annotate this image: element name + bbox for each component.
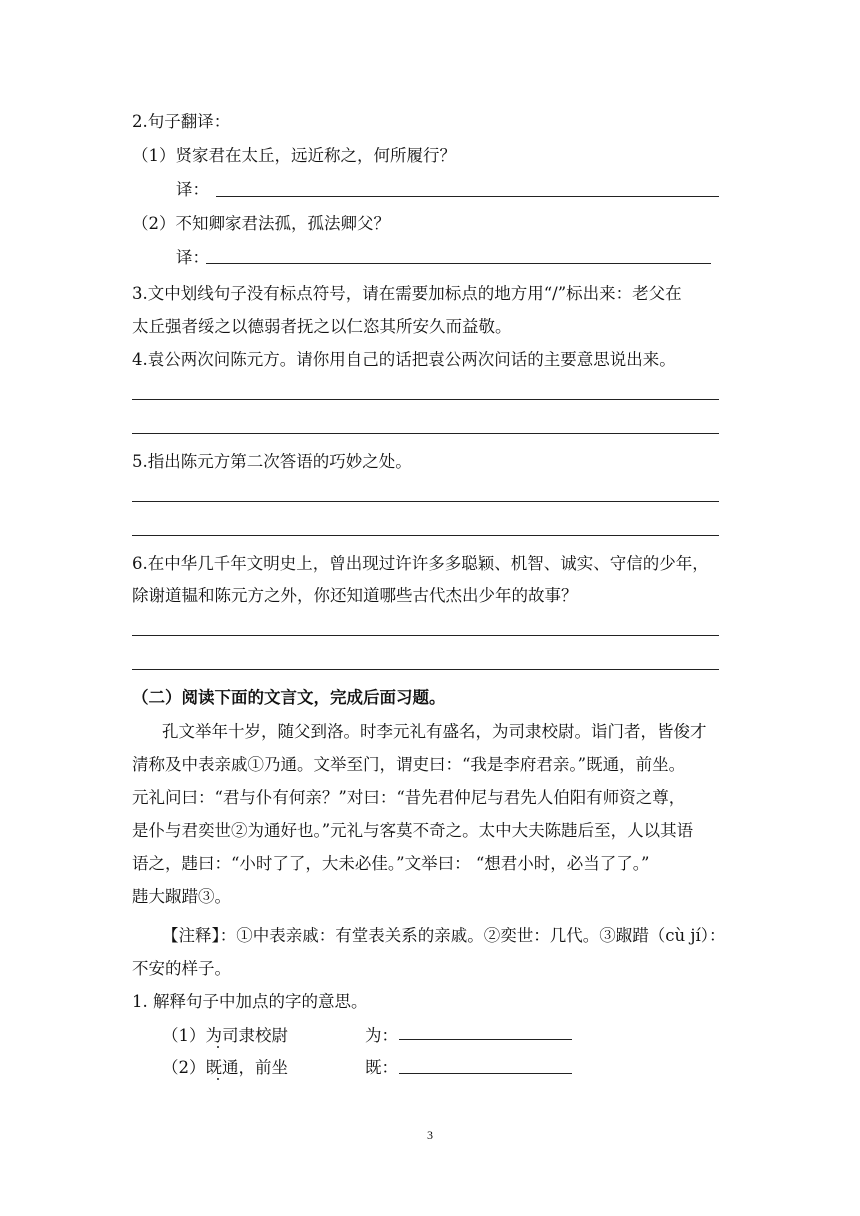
emphasis-dot <box>217 1078 219 1080</box>
q5-answer-line-2[interactable] <box>132 535 719 536</box>
section-2-q1-item-1: （1）为司隶校尉 <box>162 1026 288 1045</box>
section-2-q1-item-1-answer-line[interactable] <box>399 1039 572 1040</box>
q5-answer-line-1[interactable] <box>132 501 719 502</box>
section-2-q1-item-2-answer-line[interactable] <box>399 1073 572 1074</box>
passage-line-2: 清称及中表亲戚①乃通。文举至门，谓吏曰：“我是李府君亲。”既通，前坐。 <box>132 755 686 774</box>
q6-text-line-2: 除谢道韫和陈元方之外，你还知道哪些古代杰出少年的故事？ <box>132 586 578 605</box>
q3-text-line-2: 太丘强者绥之以德弱者抚之以仁恣其所安久而益敬。 <box>132 317 512 336</box>
section-2-q1-item-2: （2）既通，前坐 <box>162 1058 288 1077</box>
passage-line-6: 韪大踧踖③。 <box>132 887 231 906</box>
q2-item-2-label: 译： <box>176 248 209 267</box>
q2-item-1: （1）贤家君在太丘，远近称之，何所履行？ <box>132 146 456 165</box>
q5-text: 5.指出陈元方第二次答语的巧妙之处。 <box>132 452 412 471</box>
passage-line-5: 语之，韪曰：“小时了了，大未必佳。”文举曰： “想君小时，必当了了。” <box>132 854 650 873</box>
passage-line-1: 孔文举年十岁，随父到洛。时李元礼有盛名，为司隶校尉。诣门者，皆俊才 <box>162 722 707 741</box>
q6-answer-line-2[interactable] <box>132 669 719 670</box>
passage-line-3: 元礼问曰：“君与仆有何亲？”对曰：“昔先君仲尼与君先人伯阳有师资之尊， <box>132 788 686 807</box>
q4-answer-line-1[interactable] <box>132 399 719 400</box>
emphasis-dot <box>217 1046 219 1048</box>
q6-text-line-1: 6.在中华几千年文明史上，曾出现过许许多多聪颖、机智、诚实、守信的少年， <box>132 554 709 573</box>
q2-item-1-label: 译： <box>176 180 209 199</box>
page-number: 3 <box>427 1128 433 1142</box>
q4-answer-line-2[interactable] <box>132 433 719 434</box>
section-2-q1-item-2-label: 既： <box>365 1058 398 1077</box>
q2-item-2: （2）不知卿家君法孤，孤法卿父？ <box>132 214 390 233</box>
q2-item-1-answer-line[interactable] <box>216 196 719 197</box>
section-2-q1-item-1-label: 为： <box>365 1026 398 1045</box>
section-2-q1-title: 1. 解释句子中加点的字的意思。 <box>132 992 368 1011</box>
q3-text-line-1: 3.文中划线句子没有标点符号，请在需要加标点的地方用“/”标出来：老父在 <box>132 284 682 303</box>
passage-line-4: 是仆与君奕世②为通好也。”元礼与客莫不奇之。太中大夫陈韪后至，人以其语 <box>132 821 694 840</box>
q2-title: 2.句子翻译： <box>132 112 231 131</box>
annotation-line-2: 不安的样子。 <box>132 959 231 978</box>
section-2-heading: （二）阅读下面的文言文，完成后面习题。 <box>132 688 446 707</box>
annotation-line-1: 【注释】：①中表亲戚：有堂表关系的亲戚。②奕世：几代。③踧踖（cù jí）： <box>162 926 726 945</box>
q4-text: 4.袁公两次问陈元方。请你用自己的话把袁公两次问话的主要意思说出来。 <box>132 350 676 369</box>
q2-item-2-answer-line[interactable] <box>206 263 711 264</box>
q6-answer-line-1[interactable] <box>132 635 719 636</box>
